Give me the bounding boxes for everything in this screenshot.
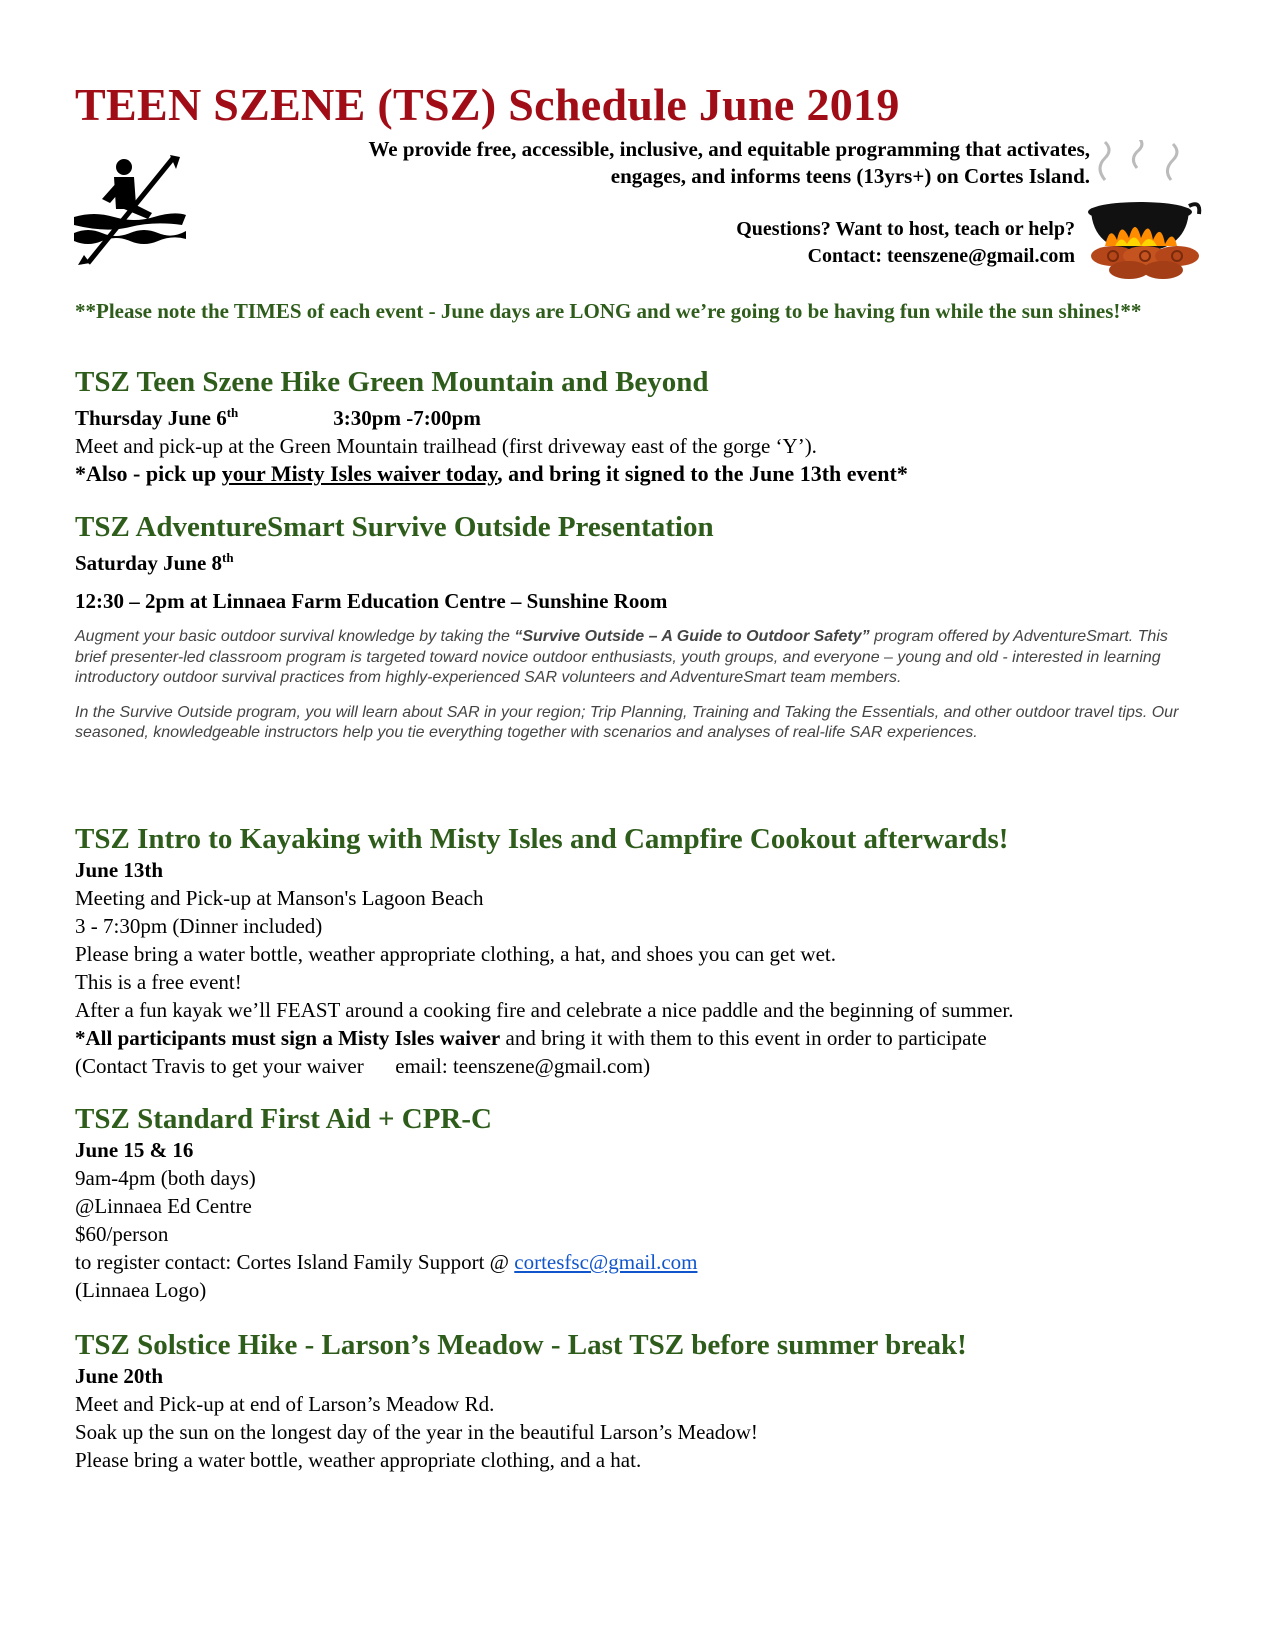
event-date: Thursday June 6 [75, 406, 227, 430]
mission-statement [225, 136, 1090, 190]
event-line-3: $60/person [75, 1222, 169, 1246]
contact-email: Contact: teenszene@gmail.com [807, 245, 1075, 267]
event-title: TSZ Teen Szene Hike Green Mountain and Beyond [75, 366, 709, 398]
event-green-mountain-hike [75, 365, 1215, 488]
page-title: TEEN SZENE (TSZ) Schedule June 2019 [75, 79, 900, 130]
event-description-2: In the Survive Outside program, you will learn about SAR in your region; Trip Planning, Training and Taking the Essentials, and other outdoor travel tips. Our seasoned, knowledgeable instructors help you tie everything together with scenarios and analyses of real-life SAR experiences. [75, 703, 1179, 741]
event-solstice-hike [75, 1328, 1215, 1474]
event-title: TSZ Standard First Aid + CPR-C [75, 1103, 492, 1135]
event-description-1 [75, 627, 1185, 689]
event-first-aid [75, 1102, 1215, 1304]
event-line-5: After a fun kayak we’ll FEAST around a cooking fire and celebrate a nice paddle and the beginning of summer. [75, 998, 1014, 1022]
event-date-time [75, 399, 1215, 432]
event-line-7: (Contact Travis to get your waiver email: teenszene@gmail.com) [75, 1054, 651, 1078]
date-suffix: th [226, 405, 239, 420]
event-line-1: Meet and Pick-up at end of Larson’s Meadow Rd. [75, 1392, 495, 1416]
event-line-3: Please bring a water bottle, weather appropriate clothing, and a hat. [75, 1448, 642, 1472]
desc-text-c: program offered by AdventureSmart. This brief presenter-led classroom program is targeted toward novice outdoor enthusiasts, youth groups, and everyone – young and old - interested in learning introductory outdoor survival practices from highly-experienced SAR volunteers and AdventureSmart team members. [75, 628, 1168, 686]
event-date [75, 544, 1215, 577]
event-date: June 13th [75, 858, 164, 882]
event-line-1: Meeting and Pick-up at Manson's Lagoon Beach [75, 886, 484, 910]
event-time-place: 12:30 – 2pm at Linnaea Farm Education Centre – Sunshine Room [75, 589, 668, 613]
event-line-2: 3 - 7:30pm (Dinner included) [75, 914, 323, 938]
register-email-link[interactable]: cortesfsc@gmail.com [514, 1250, 698, 1274]
mission-line-1: We provide free, accessible, inclusive, and equitable programming that activates, [368, 137, 1090, 161]
event-line-1: 9am-4pm (both days) [75, 1166, 256, 1190]
mission-line-2: engages, and informs teens (13yrs+) on Cortes Island. [610, 164, 1090, 188]
event-location: Meet and pick-up at the Green Mountain trailhead (first driveway east of the gorge ‘Y’). [75, 434, 817, 458]
campfire-pot-icon [1085, 140, 1210, 280]
event-line-2: Soak up the sun on the longest day of the year in the beautiful Larson’s Meadow! [75, 1420, 758, 1444]
waiver-required: *All participants must sign a Misty Isles waiver [75, 1026, 501, 1050]
event-adventuresmart [75, 510, 1215, 744]
event-date: June 20th [75, 1364, 164, 1388]
event-intro-kayaking [75, 822, 1215, 1080]
event-title: TSZ Solstice Hike - Larson’s Meadow - Last TSZ before summer break! [75, 1329, 967, 1361]
kayaker-icon [74, 155, 186, 267]
event-line-4 [75, 1248, 1215, 1276]
event-date-text: Saturday June 8 [75, 551, 223, 575]
event-time: 3:30pm -7:00pm [333, 406, 481, 430]
register-text: to register contact: Cortes Island Family Support @ [75, 1250, 515, 1274]
waiver-rest: and bring it with them to this event in order to participate [500, 1026, 987, 1050]
waiver-reminder [75, 460, 1215, 488]
waiver-text-a: *Also - pick up [75, 461, 222, 486]
waiver-text-b: your Misty Isles waiver today [221, 461, 498, 486]
program-name: “Survive Outside – A Guide to Outdoor Safety” [514, 628, 870, 645]
date-suffix: th [222, 550, 234, 565]
desc-text-a: Augment your basic outdoor survival knowledge by taking the [75, 628, 515, 645]
event-line-6 [75, 1024, 1215, 1052]
contact-block [600, 216, 1075, 270]
questions-text: Questions? Want to host, teach or help? [736, 218, 1075, 240]
event-line-5: (Linnaea Logo) [75, 1278, 207, 1302]
waiver-text-c: , and bring it signed to the June 13th event* [497, 461, 908, 486]
event-line-2: @Linnaea Ed Centre [75, 1194, 252, 1218]
event-date: June 15 & 16 [75, 1138, 194, 1162]
event-title: TSZ AdventureSmart Survive Outside Presentation [75, 511, 714, 543]
event-title: TSZ Intro to Kayaking with Misty Isles and Campfire Cookout afterwards! [75, 823, 1009, 855]
event-line-3: Please bring a water bottle, weather appropriate clothing, a hat, and shoes you can get wet. [75, 942, 836, 966]
times-notice: **Please note the TIMES of each event - June days are LONG and we’re going to be having fun while the sun shines!** [75, 299, 1142, 323]
event-line-4: This is a free event! [75, 970, 242, 994]
